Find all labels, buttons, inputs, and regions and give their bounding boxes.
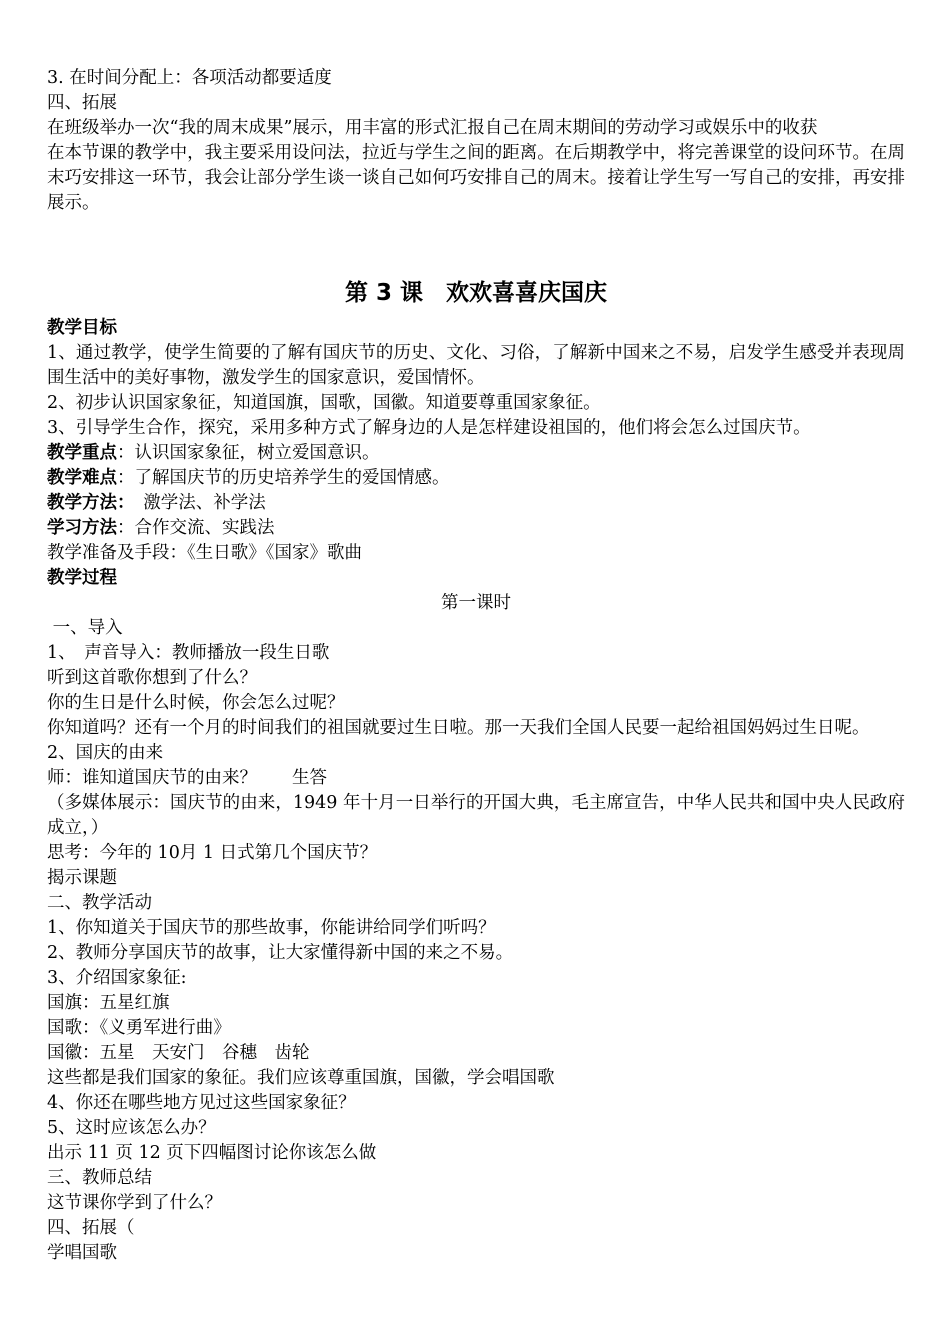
process-line: 学唱国歌 xyxy=(47,1243,117,1263)
process-line: 你的生日是什么时候，你会怎么过呢？ xyxy=(47,693,345,713)
difficulty xyxy=(47,466,905,491)
process-line: 听到这首歌你想到了什么？ xyxy=(47,668,257,688)
teaching-method-text: 激学法、补学法 xyxy=(125,493,266,513)
learning-method-text: ：合作交流、实践法 xyxy=(117,518,275,538)
process-line: （多媒体展示：国庆节的由来，1949 年十月一日举行的开国大典，毛主席宣告，中华人民共和国中央人民政府成立，） xyxy=(47,793,905,838)
key-point-label: 教学重点 xyxy=(47,443,117,463)
process-line: 师：谁知道国庆节的由来？ 生答 xyxy=(47,768,327,788)
goals-heading: 教学目标 xyxy=(47,318,117,338)
extension-heading: 四、拓展 xyxy=(47,93,117,113)
section-gap xyxy=(47,216,905,278)
allocation-line: 3. 在时间分配上：各项活动都要适度 xyxy=(47,68,332,88)
learning-method xyxy=(47,516,905,541)
process-line: 一、导入 xyxy=(47,618,123,638)
teaching-method-label: 教学方法： xyxy=(47,493,126,513)
process-line: 二、教学活动 xyxy=(47,893,152,913)
process-line: 思考：今年的 10月 1 日式第几个国庆节？ xyxy=(47,843,378,863)
process-line: 这节课你学到了什么？ xyxy=(47,1193,222,1213)
process-line: 国歌：《义勇军进行曲》 xyxy=(47,1018,231,1038)
key-point xyxy=(47,441,905,466)
process-line: 4、你还在哪些地方见过这些国家象征？ xyxy=(47,1093,356,1113)
learning-method-label: 学习方法 xyxy=(47,518,117,538)
preparation: 教学准备及手段：《生日歌》《国家》歌曲 xyxy=(47,543,362,563)
process-line: 国徽：五星 天安门 谷穗 齿轮 xyxy=(47,1043,310,1063)
process-heading: 教学过程 xyxy=(47,568,117,588)
process-line: 三、教师总结 xyxy=(47,1168,152,1188)
process-line: 这些都是我们国家的象征。我们应该尊重国旗，国徽，学会唱国歌 xyxy=(47,1068,555,1088)
goal-3: 3、引导学生合作，探究，采用多种方式了解身边的人是怎样建设祖国的，他们将会怎么过国庆节。 xyxy=(47,418,811,438)
period-label: 第一课时 xyxy=(441,593,511,613)
reflection-paragraph: 在本节课的教学中，我主要采用设问法，拉近与学生之间的距离。在后期教学中，将完善课堂的设问环节。在周末巧安排这一环节，我会让部分学生谈一谈自己如何巧安排自己的周末。接着让学生写一写自己的安排，再安排展示。 xyxy=(47,143,905,213)
lesson-title: 第 3 课 欢欢喜喜庆国庆 xyxy=(344,280,608,306)
extension-paragraph: 在班级举办一次“我的周末成果”展示，用丰富的形式汇报自己在周末期间的劳动学习或娱乐中的收获 xyxy=(47,118,818,138)
process-line: 国旗：五星红旗 xyxy=(47,993,170,1013)
process-line: 2、国庆的由来 xyxy=(47,743,164,763)
process-line: 1、 声音导入：教师播放一段生日歌 xyxy=(47,643,330,663)
difficulty-text: ：了解国庆节的历史培养学生的爱国情感。 xyxy=(117,468,450,488)
teaching-method xyxy=(47,491,905,516)
process-line: 1、你知道关于国庆节的那些故事，你能讲给同学们听吗？ xyxy=(47,918,496,938)
process-list xyxy=(47,616,905,1266)
process-line: 5、这时应该怎么办？ xyxy=(47,1118,216,1138)
process-line: 揭示课题 xyxy=(47,868,117,888)
difficulty-label: 教学难点 xyxy=(47,468,117,488)
process-line: 2、教师分享国庆节的故事，让大家懂得新中国的来之不易。 xyxy=(47,943,514,963)
process-line: 3、介绍国家象征: xyxy=(47,968,187,988)
goal-1: 1、通过教学，使学生简要的了解有国庆节的历史、文化、习俗，了解新中国来之不易，启发学生感受并表现周围生活中的美好事物，激发学生的国家意识，爱国情怀。 xyxy=(47,343,905,388)
process-line: 出示 11 页 12 页下四幅图讨论你该怎么做 xyxy=(47,1143,377,1163)
process-line: 四、拓展（ xyxy=(47,1218,135,1238)
document-page xyxy=(47,66,905,1266)
key-point-text: ：认识国家象征，树立爱国意识。 xyxy=(117,443,380,463)
process-line: 你知道吗？还有一个月的时间我们的祖国就要过生日啦。那一天我们全国人民要一起给祖国妈妈过生日呢。 xyxy=(47,718,870,738)
goal-2: 2、初步认识国家象征，知道国旗，国歌，国徽。知道要尊重国家象征。 xyxy=(47,393,601,413)
